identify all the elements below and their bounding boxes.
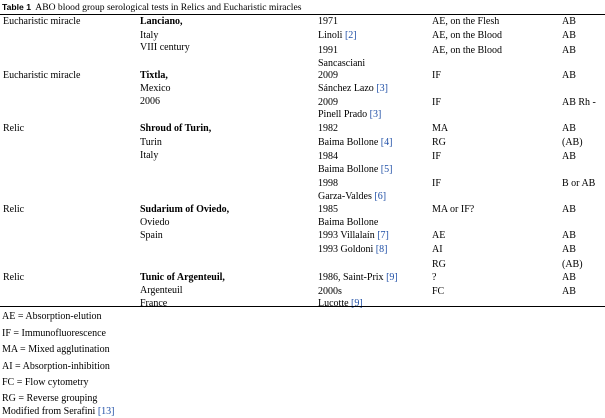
location-line: Spain xyxy=(140,230,163,241)
location-line: Turin xyxy=(140,137,162,148)
reference: 1991 xyxy=(318,45,338,56)
blood-group: AB xyxy=(562,30,576,41)
footnote: IF = Immunofluorescence xyxy=(2,328,106,339)
top-rule xyxy=(0,14,605,15)
bottom-rule xyxy=(0,306,605,307)
location-name: Sudarium of Oviedo, xyxy=(140,204,230,215)
blood-group: AB Rh - xyxy=(562,97,596,108)
reference: 1982 xyxy=(318,123,338,134)
relic-type: Eucharistic miracle xyxy=(3,70,81,81)
footnote: RG = Reverse grouping xyxy=(2,393,98,404)
test-method: AI xyxy=(432,244,443,255)
footnote: FC = Flow cytometry xyxy=(2,377,89,388)
reference: 2009 xyxy=(318,97,338,108)
caption-title: ABO blood group serological tests in Relics and Eucharistic miracles xyxy=(35,2,302,13)
blood-group: AB xyxy=(562,123,576,134)
reference: 1998 xyxy=(318,178,338,189)
test-method: IF xyxy=(432,178,441,189)
blood-group: AB xyxy=(562,45,576,56)
location-name: Shroud of Turin, xyxy=(140,123,212,134)
table-caption xyxy=(2,1,602,13)
reference: Baima Bollone [4] xyxy=(318,137,393,148)
blood-group: (AB) xyxy=(562,259,583,270)
citation-link[interactable]: [9] xyxy=(386,272,398,283)
relic-type: Relic xyxy=(3,204,25,215)
reference: 1986, Saint-Prix [9] xyxy=(318,272,398,283)
reference: Sancasciani xyxy=(318,58,366,69)
citation-link[interactable]: [8] xyxy=(375,244,388,255)
test-method: AE, on the Blood xyxy=(432,30,502,41)
blood-group: AB xyxy=(562,286,576,297)
location-name: Lanciano, xyxy=(140,16,183,27)
location-line: Italy xyxy=(140,150,159,161)
test-method: MA or IF? xyxy=(432,204,475,215)
reference: 1971 xyxy=(318,16,338,27)
reference: 1985 xyxy=(318,204,338,215)
blood-group: (AB) xyxy=(562,137,583,148)
footnote: Modified from Serafini [13] xyxy=(2,406,115,417)
location-line: Argenteuil xyxy=(140,285,183,296)
citation-link[interactable]: [13] xyxy=(97,406,115,417)
location-name: Tunic of Argenteuil, xyxy=(140,272,225,283)
reference: 1993 Goldoni [8] xyxy=(318,244,388,255)
test-method: IF xyxy=(432,70,441,81)
citation-link[interactable]: [3] xyxy=(376,83,388,94)
reference: Sánchez Lazo [3] xyxy=(318,83,388,94)
blood-group: B or AB xyxy=(562,178,596,189)
footnote: MA = Mixed agglutination xyxy=(2,344,110,355)
blood-group: AB xyxy=(562,151,576,162)
location-line: VIII century xyxy=(140,42,190,53)
reference: Garza-Valdes [6] xyxy=(318,191,387,202)
citation-link[interactable]: [9] xyxy=(351,298,363,309)
footnote: AI = Absorption-inhibition xyxy=(2,361,110,372)
reference: 2000s xyxy=(318,286,342,297)
location-name: Tixtla, xyxy=(140,70,168,81)
blood-group: AB xyxy=(562,70,576,81)
reference: Baima Bollone xyxy=(318,217,379,228)
citation-link[interactable]: [3] xyxy=(369,109,382,120)
citation-link[interactable]: [4] xyxy=(380,137,393,148)
blood-group: AB xyxy=(562,244,576,255)
citation-link[interactable]: [5] xyxy=(380,164,393,175)
citation-link[interactable]: [7] xyxy=(377,230,389,241)
test-method: IF xyxy=(432,151,441,162)
blood-group: AB xyxy=(562,272,576,283)
reference: Baima Bollone [5] xyxy=(318,164,393,175)
reference: 2009 xyxy=(318,70,338,81)
relic-type: Relic xyxy=(3,272,25,283)
blood-group: AB xyxy=(562,230,576,241)
relic-type: Eucharistic miracle xyxy=(3,16,81,27)
test-method: IF xyxy=(432,97,441,108)
reference: 1984 xyxy=(318,151,338,162)
reference: Pinell Prado [3] xyxy=(318,109,382,120)
test-method: AE, on the Blood xyxy=(432,45,502,56)
footnote: AE = Absorption-elution xyxy=(2,311,102,322)
test-method: RG xyxy=(432,259,446,270)
relic-type: Relic xyxy=(3,123,25,134)
test-method: AE, on the Flesh xyxy=(432,16,500,27)
location-line: France xyxy=(140,298,168,309)
location-line: Italy xyxy=(140,30,159,41)
reference: Linoli [2] xyxy=(318,30,357,41)
location-line: Mexico xyxy=(140,83,171,94)
location-line: 2006 xyxy=(140,96,160,107)
caption-label: Table 1 xyxy=(2,2,31,12)
test-method: RG xyxy=(432,137,446,148)
reference: 1993 Villalaín [7] xyxy=(318,230,389,241)
test-method: ? xyxy=(432,272,437,283)
blood-group: AB xyxy=(562,16,576,27)
citation-link[interactable]: [6] xyxy=(374,191,387,202)
citation-link[interactable]: [2] xyxy=(344,30,357,41)
reference: Lucotte [9] xyxy=(318,298,363,309)
test-method: MA xyxy=(432,123,449,134)
test-method: AE xyxy=(432,230,446,241)
location-line: Oviedo xyxy=(140,217,170,228)
test-method: FC xyxy=(432,286,445,297)
blood-group: AB xyxy=(562,204,576,215)
